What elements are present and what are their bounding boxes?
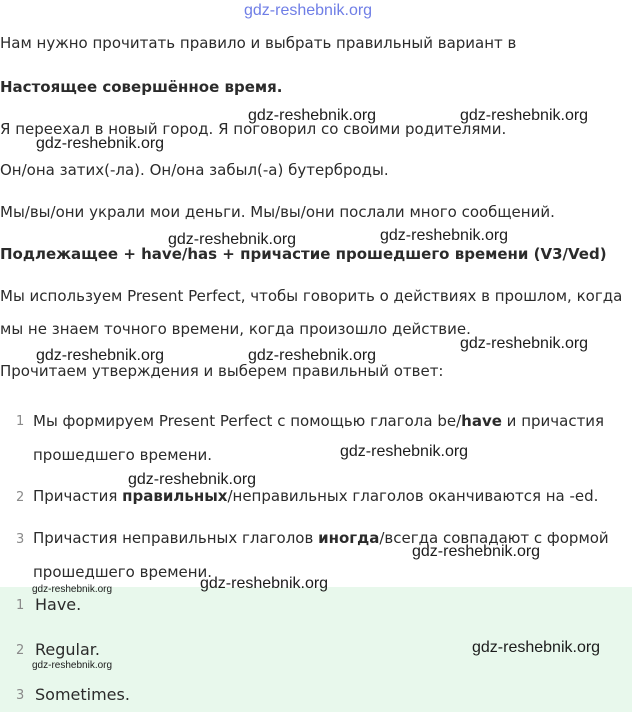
watermark: gdz-reshebnik.org (472, 639, 601, 656)
watermark: gdz-reshebnik.org (200, 575, 329, 592)
statement-text: и причастия (501, 412, 605, 430)
watermark: gdz-reshebnik.org (248, 347, 377, 364)
statement-line (33, 412, 604, 430)
statement-number: 2 (16, 490, 25, 505)
watermark: gdz-reshebnik.org (36, 135, 165, 152)
answer-text: Sometimes. (35, 685, 130, 704)
example-line: Я переехал в новый город. Я поговорил со своими родителями. (0, 120, 507, 138)
statement-line (33, 487, 598, 505)
answer-text: Have. (35, 595, 82, 614)
watermark: gdz-reshebnik.org (460, 107, 589, 124)
statement-text: Причастия неправильных глаголов (33, 529, 319, 547)
header-watermark: gdz-reshebnik.org (244, 2, 373, 19)
statement-text: Мы формируем Present Perfect с помощью глагола be/ (33, 412, 462, 430)
example-line: Мы/вы/они украли мои деньги. Мы/вы/они послали много сообщений. (0, 203, 555, 221)
watermark: gdz-reshebnik.org (380, 227, 509, 244)
statement-line: прошедшего времени. (33, 563, 213, 581)
statement-text: Причастия (33, 487, 123, 505)
statement-bold-choice: have (461, 412, 502, 430)
example-line: Он/она затих(-ла). Он/она забыл(-а) бутерброды. (0, 161, 389, 179)
answer-text: Regular. (35, 640, 100, 659)
watermark: gdz-reshebnik.org (168, 231, 297, 248)
answer-number: 2 (16, 643, 25, 658)
statement-bold-choice: правильных (122, 487, 228, 505)
answer-number: 1 (16, 598, 25, 613)
statement-text: /всегда совпадают с формой (379, 529, 609, 547)
watermark: gdz-reshebnik.org (248, 107, 377, 124)
intro-text: Нам нужно прочитать правило и выбрать правильный вариант в (0, 34, 517, 52)
statement-bold-choice: иногда (318, 529, 380, 547)
answer-number: 3 (16, 688, 25, 703)
watermark: gdz-reshebnik.org (412, 543, 541, 560)
statement-text: /неправильных глаголов оканчиваются на -ed. (227, 487, 599, 505)
watermark: gdz-reshebnik.org (36, 347, 165, 364)
watermark: gdz-reshebnik.org (340, 443, 469, 460)
statement-number: 1 (16, 414, 25, 429)
statement-number: 3 (16, 532, 25, 547)
explanation-line: Мы используем Present Perfect, чтобы говорить о действиях в прошлом, когда (0, 287, 623, 305)
rule-title: Настоящее совершённое время. (0, 78, 283, 96)
watermark: gdz-reshebnik.org (128, 471, 257, 488)
explanation-line: мы не знаем точного времени, когда произошло действие. (0, 320, 471, 338)
watermark: gdz-reshebnik.org (32, 660, 113, 671)
statement-line: прошедшего времени. (33, 446, 213, 464)
watermark: gdz-reshebnik.org (460, 335, 589, 352)
formula: Подлежащее + have/has + причастие прошедшего времени (V3/Ved) (0, 245, 607, 263)
watermark: gdz-reshebnik.org (32, 584, 113, 595)
task-text: Прочитаем утверждения и выберем правильный ответ: (0, 362, 444, 380)
